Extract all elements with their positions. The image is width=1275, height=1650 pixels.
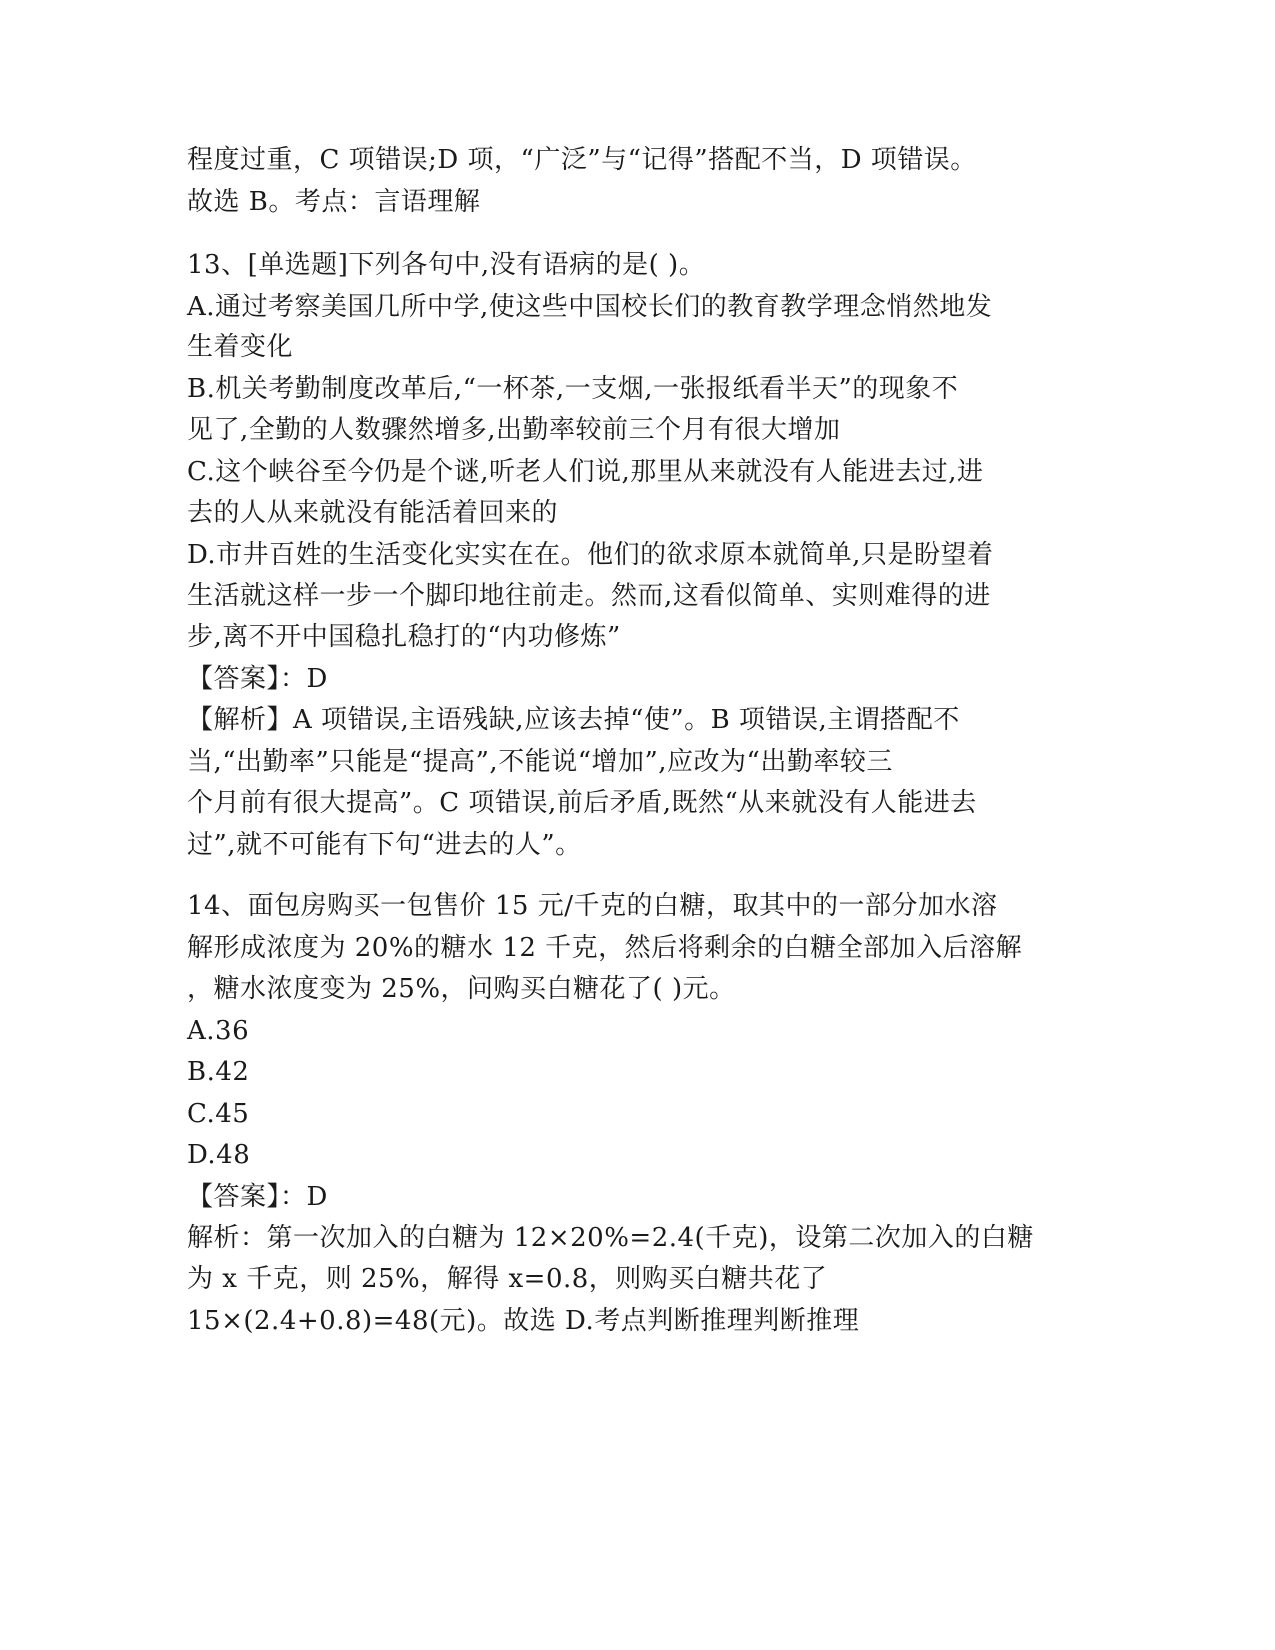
q13-option-c-line-1: C.这个峡谷至今仍是个谜,听老人们说,那里从来就没有人能进去过,进 [187,457,984,487]
q13-option-d-line-2: 生活就这样一步一个脚印地往前走。然而,这看似简单、实则难得的进 [187,581,991,611]
q14-stem-line-2: 解形成浓度为 20%的糖水 12 千克，然后将剩余的白糖全部加入后溶解 [187,933,1023,963]
q14-answer: 【答案】：D [187,1182,328,1212]
q13-option-b-line-1: B.机关考勤制度改革后,“一杯茶,一支烟,一张报纸看半天”的现象不 [187,374,959,404]
q13-answer: 【答案】：D [187,664,328,694]
q13-option-d-line-3: 步,离不开中国稳扎稳打的“内功修炼” [187,622,621,652]
q14-option-c: C.45 [187,1099,250,1129]
prev-explanation-line-1: 程度过重，C 项错误;D 项，“广泛”与“记得”搭配不当，D 项错误。 [187,145,977,175]
q13-explanation-line-1: 【解析】A 项错误,主语残缺,应该去掉“使”。B 项错误,主谓搭配不 [187,705,960,735]
q13-explanation-line-3: 个月前有很大提高”。C 项错误,前后矛盾,既然“从来就没有人能进去 [187,788,977,818]
q14-explanation-line-1: 解析：第一次加入的白糖为 12×20%=2.4(千克)，设第二次加入的白糖 [187,1223,1034,1253]
q14-option-b: B.42 [187,1057,250,1087]
q14-option-d: D.48 [187,1140,251,1170]
q13-option-c-line-2: 去的人从来就没有能活着回来的 [187,498,559,528]
q14-stem-line-1: 14、面包房购买一包售价 15 元/千克的白糖，取其中的一部分加水溶 [187,891,998,921]
q13-explanation-line-2: 当,“出勤率”只能是“提高”,不能说“增加”,应改为“出勤率较三 [187,747,893,777]
q13-stem: 13、[单选题]下列各句中,没有语病的是( )。 [187,250,706,280]
q14-explanation-line-3: 15×(2.4+0.8)=48(元)。故选 D.考点判断推理判断推理 [187,1306,860,1336]
q13-option-b-line-2: 见了,全勤的人数骤然增多,出勤率较前三个月有很大增加 [187,415,841,445]
q13-explanation-line-4: 过”,就不可能有下句“进去的人”。 [187,830,582,860]
q14-option-a: A.36 [187,1016,250,1046]
q13-option-d-line-1: D.市井百姓的生活变化实实在在。他们的欲求原本就简单,只是盼望着 [187,540,994,570]
prev-explanation-line-2: 故选 B。考点：言语理解 [187,187,481,217]
q13-option-a-line-1: A.通过考察美国几所中学,使这些中国校长们的教育教学理念悄然地发 [187,292,993,322]
q13-option-a-line-2: 生着变化 [187,332,294,362]
q14-stem-line-3: ，糖水浓度变为 25%，问购买白糖花了( )元。 [187,974,736,1004]
q14-explanation-line-2: 为 x 千克，则 25%，解得 x=0.8，则购买白糖共花了 [187,1264,828,1294]
